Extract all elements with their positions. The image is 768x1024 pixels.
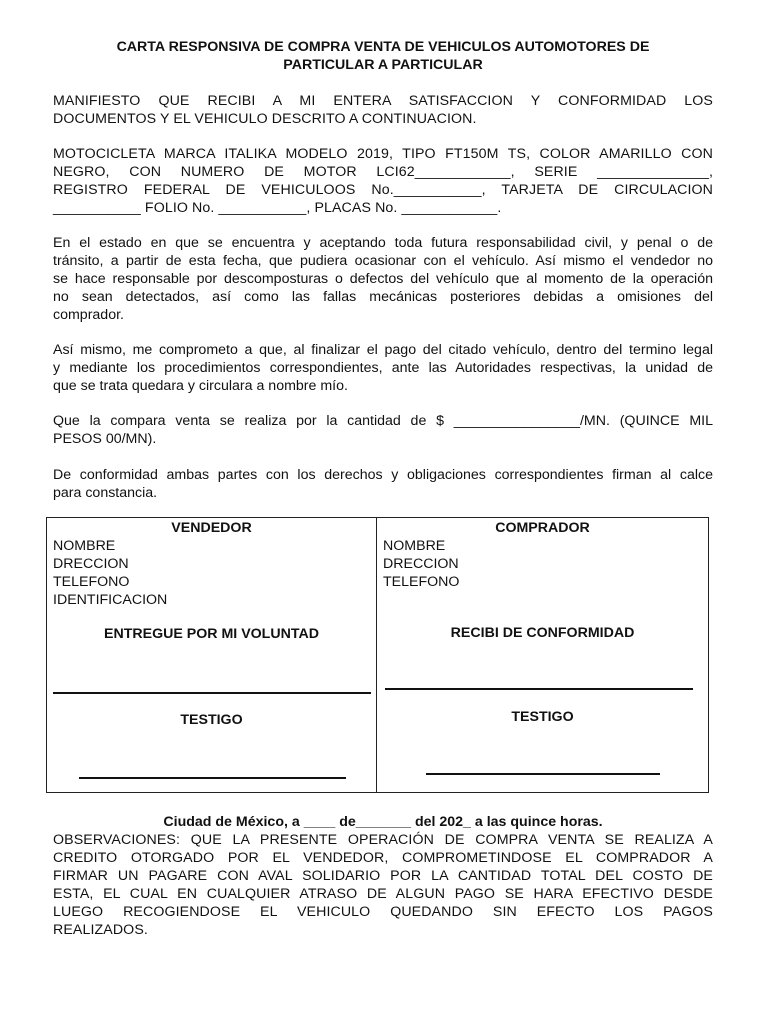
- text-line: FIRMAR UN PAGARE CON AVAL SOLIDARIO POR LA CANTIDAD TOTAL DEL COSTO DE: [53, 868, 713, 884]
- text-line: REALIZADOS.: [53, 922, 148, 938]
- text-line: comprador.: [53, 307, 124, 323]
- text-line: En el estado en que se encuentra y aceptando toda futura responsabilidad civil, y penal o de: [53, 235, 713, 251]
- paragraph-agreement: [53, 466, 713, 502]
- seller-name-field: NOMBRE: [53, 538, 116, 554]
- text-line: CREDITO OTORGADO POR EL VENDEDOR, COMPROMETINDOSE EL COMPRADOR A: [53, 850, 713, 866]
- text-line: que se trata quedara y circulara a nombre mío.: [53, 378, 348, 394]
- buyer-witness-label: TESTIGO: [511, 709, 574, 725]
- seller-witness-line: [79, 777, 346, 779]
- buyer-heading: COMPRADOR: [495, 520, 590, 536]
- observations-paragraph: [53, 831, 713, 939]
- text-line: tránsito, a partir de esta fecha, que pudiera ocasionar con el vehículo. Así mismo el vendedor no: [53, 253, 713, 269]
- text-line: ___________ FOLIO No. ___________, PLACAS No. ____________.: [53, 200, 502, 216]
- buyer-signature-line: [385, 688, 693, 690]
- text-line: Que la compara venta se realiza por la cantidad de $ ________________/MN. (QUINCE MIL: [53, 413, 713, 429]
- buyer-name-field: NOMBRE: [383, 538, 446, 554]
- seller-signature-line: [53, 692, 371, 694]
- buyer-phone-field: TELEFONO: [383, 574, 460, 590]
- seller-signature-label: ENTREGUE POR MI VOLUNTAD: [104, 626, 319, 642]
- title-line-1: CARTA RESPONSIVA DE COMPRA VENTA DE VEHICULOS AUTOMOTORES DE: [116, 39, 650, 55]
- paragraph-commitment: [53, 341, 713, 395]
- paragraph-amount: [53, 412, 713, 448]
- text-line: para constancia.: [53, 485, 158, 501]
- text-line: se hace responsable por descomposturas o defectos del vehículo que al momento de la operación: [53, 271, 713, 287]
- seller-address-field: DRECCION: [53, 556, 129, 572]
- text-line: OBSERVACIONES: QUE LA PRESENTE OPERACIÓN DE COMPRA VENTA SE REALIZA A: [53, 832, 713, 848]
- text-line: MANIFIESTO QUE RECIBI A MI ENTERA SATISFACCION Y CONFORMIDAD LOS: [53, 93, 713, 109]
- text-line: REGISTRO FEDERAL DE VEHICULOOS No.___________, TARJETA DE CIRCULACION: [53, 182, 713, 198]
- paragraph-responsibility: [53, 234, 713, 324]
- seller-id-field: IDENTIFICACION: [53, 592, 168, 608]
- text-line: LUEGO RECOGIENDOSE EL VEHICULO QUEDANDO SIN EFECTO LOS PAGOS: [53, 904, 713, 920]
- buyer-address-field: DRECCION: [383, 556, 459, 572]
- seller-witness-label: TESTIGO: [180, 712, 243, 728]
- text-line: no sean detectados, así como las fallas mecánicas posteriores debidas a omisiones del: [53, 289, 713, 305]
- text-line: De conformidad ambas partes con los derechos y obligaciones correspondientes firman al calce: [53, 467, 713, 483]
- buyer-signature-label: RECIBI DE CONFORMIDAD: [450, 625, 635, 641]
- paragraph-vehicle: [53, 145, 713, 217]
- text-line: y mediante los procedimientos correspondientes, ante las Autoridades respectivas, la unidad de: [53, 360, 713, 376]
- text-line: MOTOCICLETA MARCA ITALIKA MODELO 2019, TIPO FT150M TS, COLOR AMARILLO CON: [53, 146, 713, 162]
- text-line: NEGRO, CON NUMERO DE MOTOR LCI62____________, SERIE ______________,: [53, 164, 713, 180]
- seller-phone-field: TELEFONO: [53, 574, 130, 590]
- text-line: PESOS 00/MN).: [53, 431, 157, 447]
- title-line-2: PARTICULAR A PARTICULAR: [283, 57, 483, 73]
- text-line: DOCUMENTOS Y EL VEHICULO DESCRITO A CONTINUACION.: [53, 111, 477, 127]
- buyer-witness-line: [426, 773, 660, 775]
- text-line: Así mismo, me comprometo a que, al finalizar el pago del citado vehículo, dentro del termino legal: [53, 342, 713, 358]
- document-title: [53, 38, 713, 74]
- paragraph-manifest: [53, 92, 713, 128]
- signature-table: [46, 517, 709, 793]
- seller-heading: VENDEDOR: [171, 520, 252, 536]
- table-divider: [376, 518, 377, 792]
- city-date-line: Ciudad de México, a ____ de_______ del 202_ a las quince horas.: [163, 814, 603, 830]
- text-line: ESTA, EL CUAL EN CUALQUIER ATRASO DE ALGUN PAGO SE HARA EFECTIVO DESDE: [53, 886, 713, 902]
